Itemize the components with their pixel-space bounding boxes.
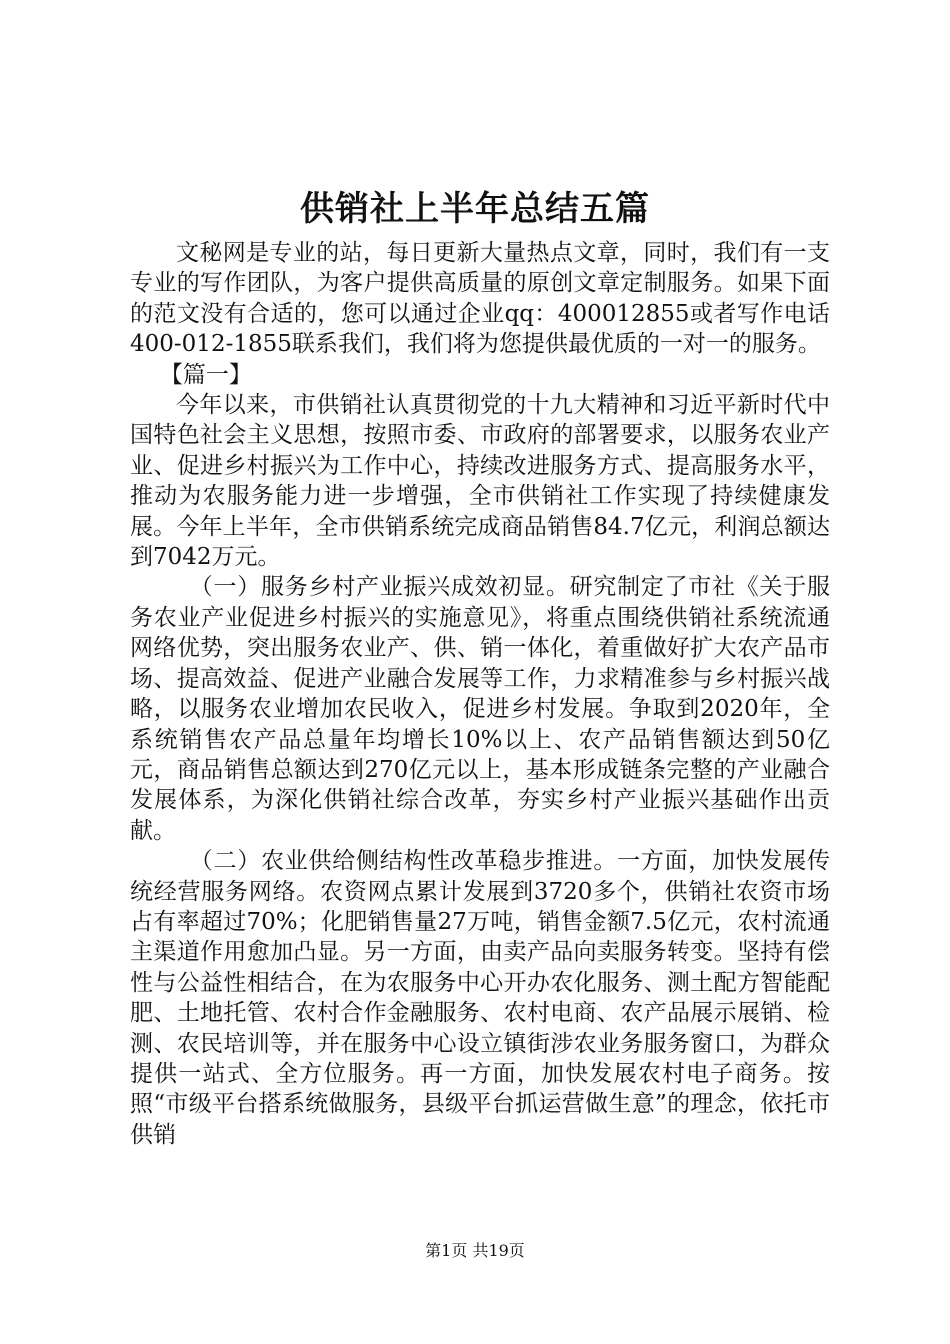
body-paragraph: 今年以来，市供销社认真贯彻党的十九大精神和习近平新时代中国特色社会主义思想，按照市委、市政府的部署要求，以服务农业产业、促进乡村振兴为工作中心，持续改进服务方式、提高服务水平，推动为农服务能力进一步增强，全市供销社工作实现了持续健康发展。今年上半年，全市供销系统完成商品销售84.7亿元，利润总额达到7042万元。: [130, 392, 830, 571]
section-heading: 【篇一】: [159, 361, 252, 388]
intro-paragraph: 文秘网是专业的站，每日更新大量热点文章，同时，我们有一支专业的写作团队，为客户提供高质量的原创文章定制服务。如果下面的范文没有合适的，您可以通过企业qq：400012855或者写作电话400-012-1855联系我们，我们将为您提供最优质的一对一的服务。: [130, 240, 830, 358]
document-title: 供销社上半年总结五篇: [300, 189, 650, 229]
body-paragraph: （一）服务乡村产业振兴成效初显。研究制定了市社《关于服务农业产业促进乡村振兴的实施意见》，将重点围绕供销社系统流通网络优势，突出服务农业产、供、销一体化，着重做好扩大农产品市场、提高效益、促进产业融合发展等工作，力求精准参与乡村振兴战略，以服务农业增加农民收入，促进乡村发展。争取到2020年，全系统销售农产品总量年均增长10%以上、农产品销售额达到50亿元，商品销售总额达到270亿元以上，基本形成链条完整的产业融合发展体系，为深化供销社综合改革，夯实乡村产业振兴基础作出贡献。: [130, 574, 830, 844]
page-footer: 第1页 共19页: [425, 1241, 525, 1260]
document-body: [130, 238, 830, 1150]
body-paragraph: （二）农业供给侧结构性改革稳步推进。一方面，加快发展传统经营服务网络。农资网点累计发展到3720多个，供销社农资市场占有率超过70%；化肥销售量27万吨，销售金额7.5亿元，农村流通主渠道作用愈加凸显。另一方面，由卖产品向卖服务转变。坚持有偿性与公益性相结合，在为农服务中心开办农化服务、测土配方智能配肥、土地托管、农村合作金融服务、农村电商、农产品展示展销、检测、农民培训等，并在服务中心设立镇街涉农业务服务窗口，为群众提供一站式、全方位服务。再一方面，加快发展农村电子商务。按照“市级平台搭系统做服务，县级平台抓运营做生意”的理念，依托市供销: [130, 848, 830, 1148]
